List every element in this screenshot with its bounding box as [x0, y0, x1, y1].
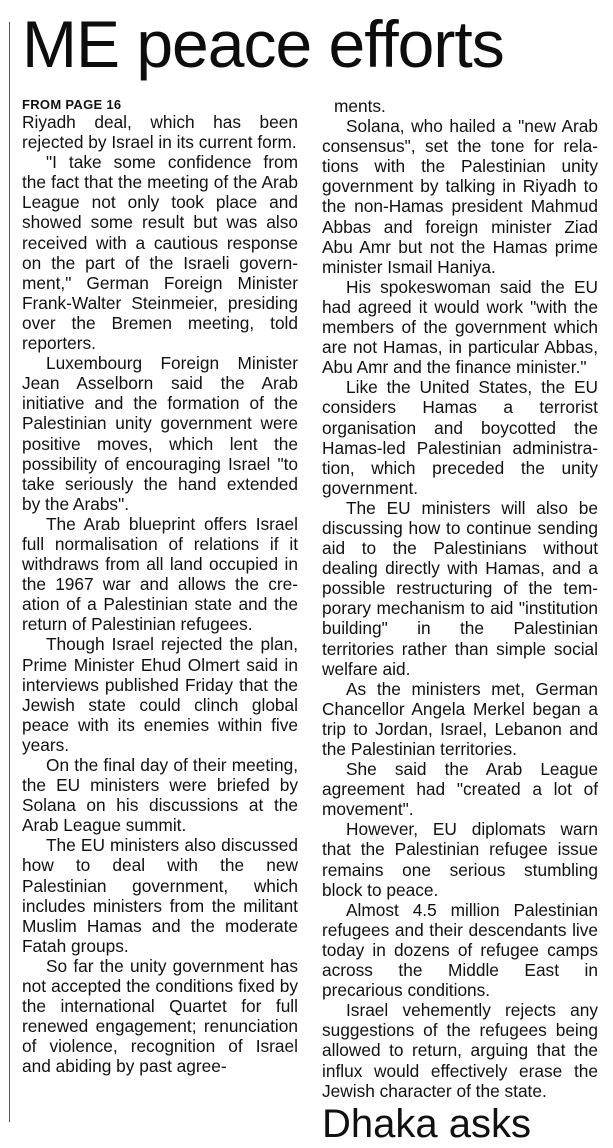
paragraph: So far the unity government has not accepted the conditions fixed by the international Quartet for full renewed engagement; renunciation of violence, recognition of Israel and abiding by past agree-	[22, 955, 298, 1077]
paragraph: ments.	[334, 96, 386, 116]
paragraph: Solana, who hailed a "new Arab consensus", set the tone for relations with the Palestinian unity government by talking in Riyadh to the non-Hamas president Mahmud Abbas and foreign minister Ziad Abu Amr but not the Hamas prime minister Ismail Haniya.	[322, 116, 598, 277]
jump-label: FROM PAGE 16	[22, 97, 122, 112]
article-headline: ME peace efforts	[22, 7, 504, 81]
paragraph: She said the Arab League agreement had "created a lot of movement".	[322, 759, 598, 820]
paragraph: Though Israel rejected the plan, Prime Minister Ehud Olmert said in interviews published Friday that the Jewish state could clinch global peace with its enemies within five years.	[22, 634, 298, 755]
next-article-headline: Dhaka asks	[322, 1102, 531, 1146]
article-column-right	[322, 96, 598, 1101]
article-column-left	[22, 96, 298, 1077]
paragraph: Almost 4.5 million Palestinian refugees and their descendants live today in dozens of refugee camps across the Middle East in precarious conditions.	[322, 899, 598, 1001]
paragraph: On the final day of their meeting, the EU ministers were briefed by Solana on his discussions at the Arab League summit.	[22, 755, 298, 836]
paragraph: As the ministers met, German Chancellor Angela Merkel began a trip to Jordan, Israel, Lebanon and the Palestinian territories.	[322, 678, 598, 759]
column-rule	[9, 22, 10, 1122]
paragraph: The EU ministers also discussed how to deal with the new Palestinian government, which includes ministers from the militant Muslim Hamas and the moderate Fatah groups.	[22, 835, 298, 956]
paragraph: His spokeswoman said the EU had agreed it would work "with the members of the government which are not Hamas, in particular Abbas, Abu Amr and the finance minister."	[322, 276, 598, 378]
paragraph: The EU ministers will also be discussing how to continue sending aid to the Palestinians without dealing directly with Hamas, and a possible restructuring of the temporary mechanism to aid "institution building" in the Palestinian territories rather than simple social welfare aid.	[322, 497, 598, 679]
paragraph: However, EU diplomats warn that the Palestinian refugee issue remains one serious stumbling block to peace.	[322, 819, 598, 900]
paragraph: Israel vehemently rejects any suggestions of the refugees being allowed to return, arguing that the influx would effectively erase the Jewish character of the state.	[322, 1000, 598, 1101]
paragraph: Riyadh deal, which has been rejected by Israel in its current form.	[22, 112, 298, 153]
paragraph: Like the United States, the EU considers Hamas a terrorist organisation and boycotted the Hamas-led Palestinian administration, which preceded the unity government.	[322, 377, 598, 498]
paragraph: Luxembourg Foreign Minister Jean Asselborn said the Arab initiative and the formation of the Palestinian unity government were positive moves, which lent the possibility of encouraging Israel "to take seriously the hand extended by the Arabs".	[22, 353, 298, 514]
paragraph: The Arab blueprint offers Israel full normalisation of relations if it withdraws from all land occupied in the 1967 war and allows the creation of a Palestinian state and the return of Palestinian refugees.	[22, 513, 298, 635]
paragraph: "I take some confidence from the fact that the meeting of the Arab League not only took place and showed some result but was also received with a cautious response on the part of the Israeli government," German Foreign Minister Frank-Walter Steinmeier, presiding over the Bremen meeting, told reporters.	[22, 152, 298, 354]
